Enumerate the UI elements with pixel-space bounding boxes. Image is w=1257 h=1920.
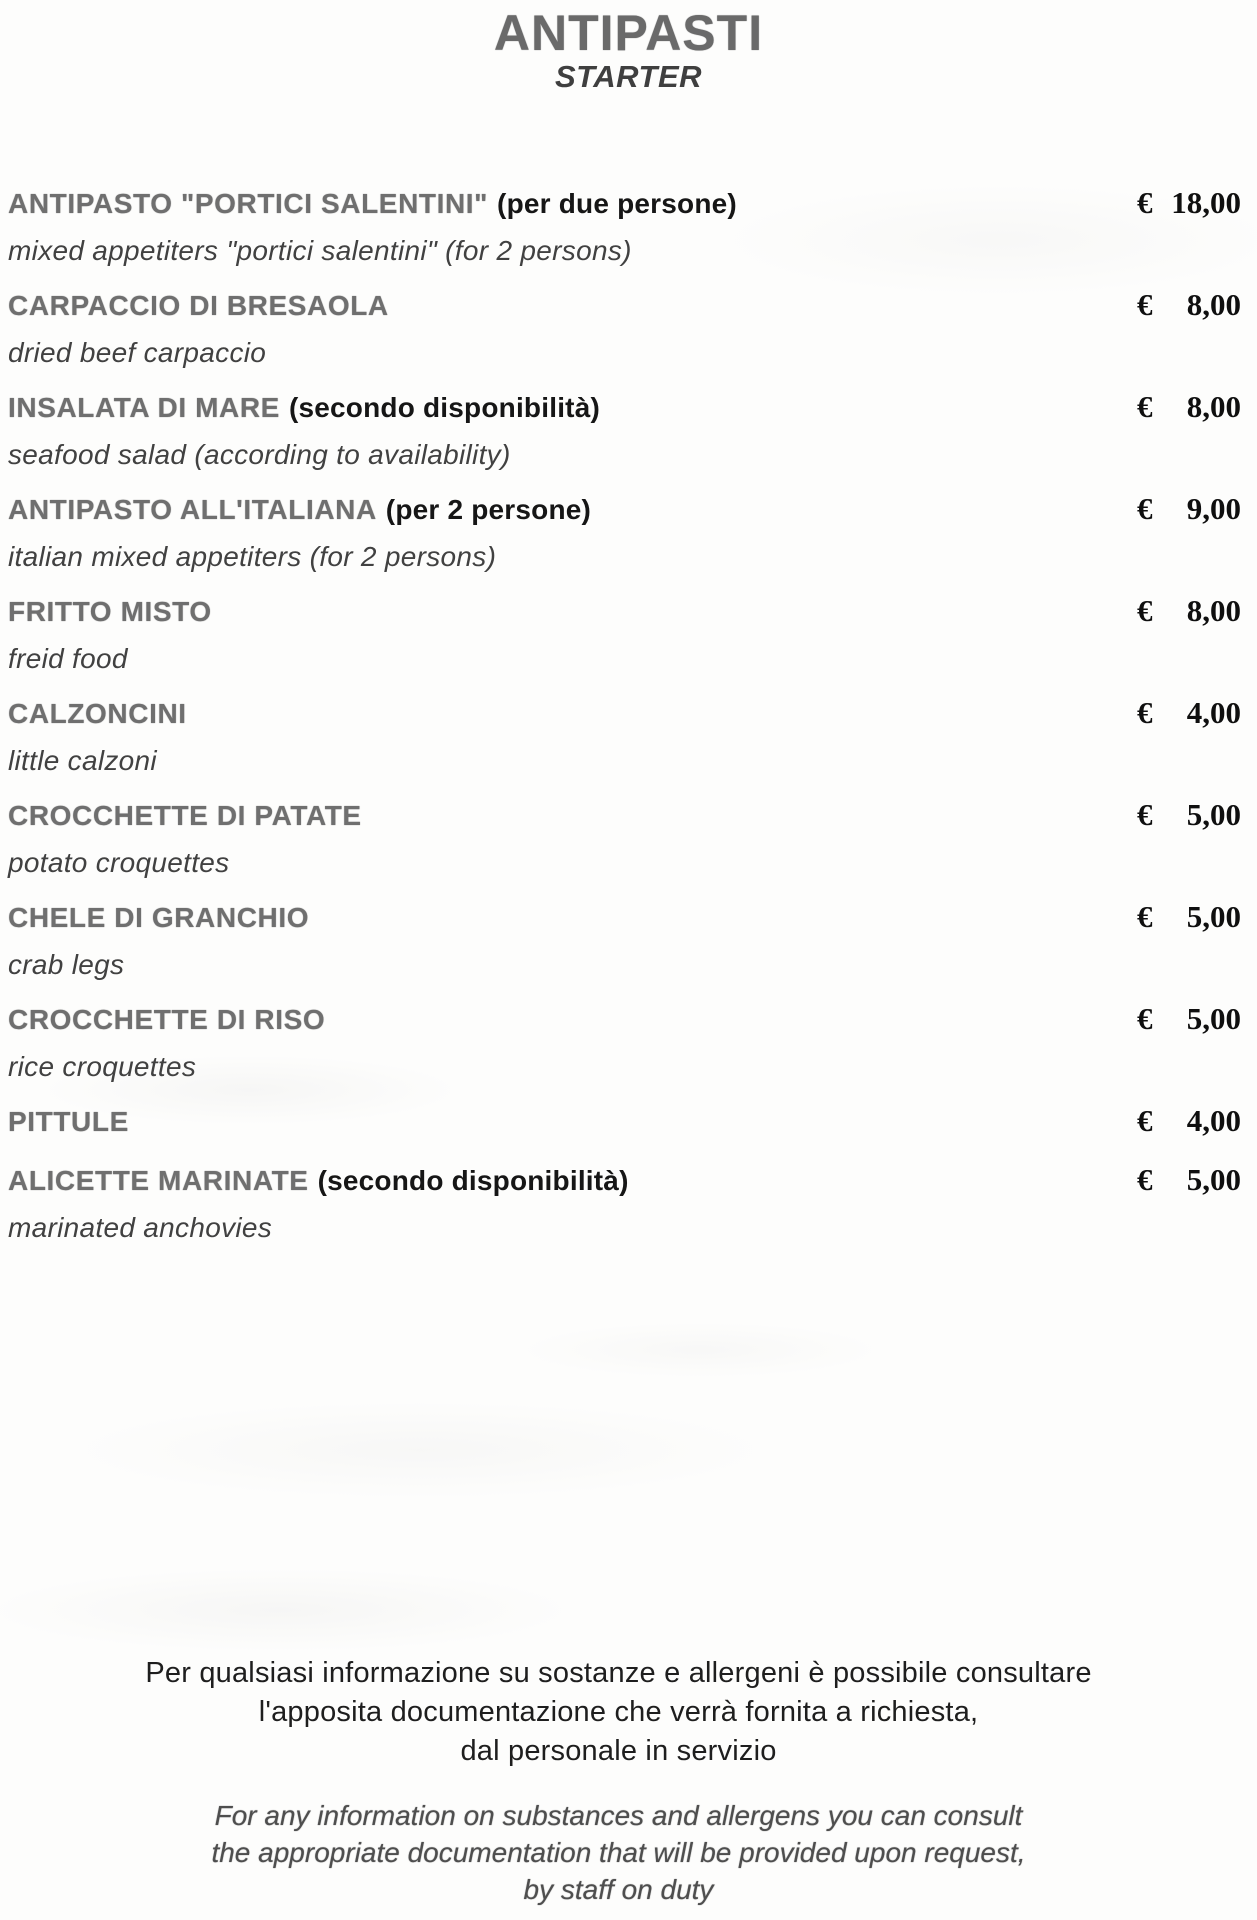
notice-line: by staff on duty xyxy=(523,1874,714,1905)
menu-item-name-group xyxy=(8,1154,629,1213)
item-description: freid food xyxy=(8,643,128,674)
item-description: crab legs xyxy=(8,949,125,980)
menu-item xyxy=(8,788,1241,890)
menu-item-list xyxy=(0,176,1257,1255)
price-amount: 5,00 xyxy=(1186,1162,1241,1197)
menu-item-name-group xyxy=(8,789,362,848)
allergen-notice-italian xyxy=(0,1654,1237,1771)
euro-sign: € xyxy=(1137,593,1153,628)
menu-item-name-group xyxy=(8,1095,129,1154)
menu-item-title-row xyxy=(8,584,1241,638)
item-name: FRITTO MISTO xyxy=(8,596,212,627)
menu-item-title-row xyxy=(8,686,1241,740)
item-name: INSALATA DI MARE xyxy=(8,392,280,423)
item-description: dried beef carpaccio xyxy=(8,337,267,368)
price-amount: 8,00 xyxy=(1186,593,1241,628)
menu-item-title-row xyxy=(8,992,1241,1046)
menu-item-title-row xyxy=(8,1153,1241,1207)
notice-line: For any information on substances and allergens you can consult xyxy=(214,1800,1023,1831)
item-name: ALICETTE MARINATE xyxy=(8,1165,309,1196)
item-price xyxy=(1137,992,1241,1046)
item-price xyxy=(1137,176,1241,230)
menu-item xyxy=(8,686,1241,788)
menu-item-name-group xyxy=(8,891,309,950)
price-amount: 18,00 xyxy=(1171,185,1241,220)
item-name: ANTIPASTO ALL'ITALIANA xyxy=(8,494,377,525)
item-name: ANTIPASTO "PORTICI SALENTINI" xyxy=(8,188,489,219)
price-amount: 5,00 xyxy=(1186,797,1241,832)
menu-item-title-row xyxy=(8,890,1241,944)
menu-item xyxy=(8,992,1241,1094)
menu-item xyxy=(8,1094,1241,1148)
notice-line: the appropriate documentation that will be provided upon request, xyxy=(211,1837,1026,1868)
price-amount: 4,00 xyxy=(1186,695,1241,730)
price-amount: 8,00 xyxy=(1186,389,1241,424)
allergen-notice-english xyxy=(0,1797,1237,1908)
item-name: CARPACCIO DI BRESAOLA xyxy=(8,290,389,321)
menu-item xyxy=(8,584,1241,686)
euro-sign: € xyxy=(1137,1103,1153,1138)
notice-line: Per qualsiasi informazione su sostanze e allergeni è possibile consultare xyxy=(145,1657,1092,1689)
menu-header xyxy=(0,0,1257,94)
menu-item xyxy=(8,482,1241,584)
item-description: mixed appetiters "portici salentini" (for 2 persons) xyxy=(8,235,632,266)
price-amount: 5,00 xyxy=(1186,899,1241,934)
item-price xyxy=(1137,1153,1241,1207)
menu-item-name-group xyxy=(8,687,187,746)
item-price xyxy=(1137,686,1241,740)
menu-item-title-row xyxy=(8,482,1241,536)
menu-item-name-group xyxy=(8,993,325,1052)
item-name: PITTULE xyxy=(8,1106,129,1137)
item-price xyxy=(1137,278,1241,332)
euro-sign: € xyxy=(1137,899,1153,934)
menu-item-title-row xyxy=(8,176,1241,230)
euro-sign: € xyxy=(1137,185,1153,220)
item-description: marinated anchovies xyxy=(8,1212,273,1243)
item-description: potato croquettes xyxy=(8,847,230,878)
menu-item-title-row xyxy=(8,788,1241,842)
item-price xyxy=(1137,788,1241,842)
item-name: CROCCHETTE DI PATATE xyxy=(8,800,362,831)
item-note: (secondo disponibilità) xyxy=(317,1165,629,1196)
menu-item xyxy=(8,176,1241,278)
item-description: italian mixed appetiters (for 2 persons) xyxy=(8,541,497,572)
menu-item-name-group xyxy=(8,585,212,644)
menu-item-name-group xyxy=(8,381,600,440)
price-amount: 8,00 xyxy=(1186,287,1241,322)
euro-sign: € xyxy=(1137,491,1153,526)
menu-item-name-group xyxy=(8,279,389,338)
price-amount: 5,00 xyxy=(1186,1001,1241,1036)
menu-item xyxy=(8,278,1241,380)
item-price xyxy=(1137,1094,1241,1148)
item-name: CHELE DI GRANCHIO xyxy=(8,902,310,933)
price-amount: 9,00 xyxy=(1186,491,1241,526)
item-price xyxy=(1137,890,1241,944)
euro-sign: € xyxy=(1137,287,1153,322)
notice-line: dal personale in servizio xyxy=(460,1735,777,1767)
item-price xyxy=(1137,482,1241,536)
euro-sign: € xyxy=(1137,1162,1153,1197)
item-price xyxy=(1137,584,1241,638)
menu-item xyxy=(8,890,1241,992)
euro-sign: € xyxy=(1137,797,1153,832)
menu-item-name-group xyxy=(8,177,737,236)
euro-sign: € xyxy=(1137,695,1153,730)
item-note: (secondo disponibilità) xyxy=(288,392,600,423)
item-description: little calzoni xyxy=(8,745,157,776)
page-subtitle: STARTER xyxy=(554,59,703,94)
euro-sign: € xyxy=(1137,1001,1153,1036)
item-price xyxy=(1137,380,1241,434)
menu-item xyxy=(8,380,1241,482)
item-name: CALZONCINI xyxy=(8,698,187,729)
item-name: CROCCHETTE DI RISO xyxy=(8,1004,326,1035)
notice-line: l'apposita documentazione che verrà fornita a richiesta, xyxy=(258,1696,979,1728)
euro-sign: € xyxy=(1137,389,1153,424)
item-note: (per 2 persone) xyxy=(385,494,592,525)
menu-item-title-row xyxy=(8,278,1241,332)
menu-item-name-group xyxy=(8,483,591,542)
menu-item-title-row xyxy=(8,1094,1241,1148)
menu-item xyxy=(8,1153,1241,1255)
item-description: seafood salad (according to availability) xyxy=(8,439,511,470)
item-note: (per due persone) xyxy=(497,188,737,219)
menu-item-title-row xyxy=(8,380,1241,434)
item-description: rice croquettes xyxy=(8,1051,197,1082)
page-title: ANTIPASTI xyxy=(493,5,764,61)
price-amount: 4,00 xyxy=(1186,1103,1241,1138)
